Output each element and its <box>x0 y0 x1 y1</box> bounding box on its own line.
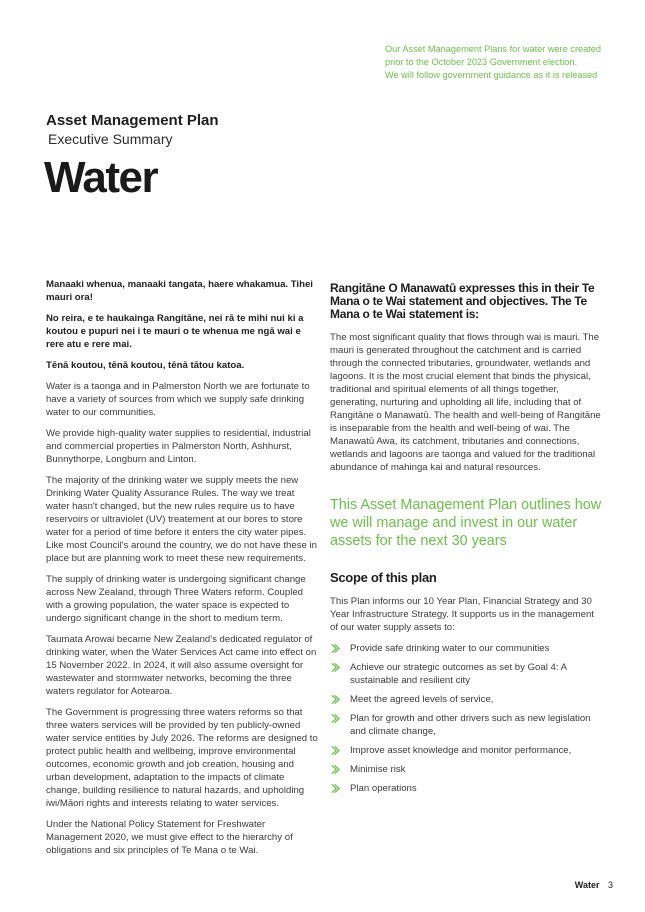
chevron-right-icon <box>330 643 341 654</box>
scope-bullet-text: Plan for growth and other drivers such as new legislation and climate change, <box>350 713 591 737</box>
scope-bullet-text: Achieve our strategic outcomes as set by Goal 4: A sustainable and resilient city <box>350 662 567 686</box>
chevron-right-icon <box>330 783 341 794</box>
scope-bullet-item <box>330 693 602 706</box>
chevron-right-icon <box>330 713 341 724</box>
body-paragraph: Water is a taonga and in Palmerston North we are fortunate to have a variety of sources from which we supply safe drinking water to our communities. <box>46 381 310 418</box>
document-title: Asset Management Plan <box>46 112 219 129</box>
statement-heading: Rangitāne O Manawatū expresses this in their Te Mana o te Wai statement and objectives. The Te Mana o te Wai statement is: <box>330 281 595 321</box>
greeting-paragraph: Manaaki whenua, manaaki tangata, haere whakamua. Tihei mauri ora! <box>46 279 313 303</box>
document-subtitle: Executive Summary <box>48 131 173 147</box>
election-notice <box>385 43 625 82</box>
scope-bullet-text: Plan operations <box>350 783 417 794</box>
scope-bullet-item <box>330 712 602 738</box>
scope-bullet-item <box>330 763 602 776</box>
scope-bullet-text: Meet the agreed levels of service, <box>350 694 494 705</box>
scope-bullet-item <box>330 782 602 795</box>
statement-paragraph: The most significant quality that flows through wai is mauri. The mauri is generated throughout the catchment and is carried through the connected tributaries, groundwater, wetlands and lagoons. It is the most crucial element that binds the physical, traditional and spiritual elements of all things together, generating, nurturing and upholding all life, including that of Rangitāne o Manawatū. The health and well-being of Rangitāne is inseparable from the health and well-being of wai. The Manawatū Awa, its catchment, tributaries and connections, wetlands and lagoons are taonga and valued for the traditional abundance of mahinga kai and natural resources. <box>330 332 601 473</box>
body-paragraph: Under the National Policy Statement for Freshwater Management 2020, we must give effect to the hierarchy of obligations and six principles of Te Mana o te Wai. <box>46 819 293 856</box>
chevron-right-icon <box>330 764 341 775</box>
page-title: Water <box>44 153 158 202</box>
scope-bullet-item <box>330 661 602 687</box>
body-paragraph: The Government is progressing three waters reforms so that three waters services will be provided by ten publicly-owned water service entities by July 2026. The reforms are designed to protect public health and wellbeing, improve environmental outcomes, economic growth and job creation, housing and urban development, adaptation to the impacts of climate change, building resilience to natural hazards, and upholding iwi/Māori rights and interests relating to water services. <box>46 707 318 809</box>
greeting-paragraph: Tēnā koutou, tēnā koutou, tēnā tātou katoa. <box>46 360 245 371</box>
page-header <box>46 112 219 148</box>
scope-bullet-text: Minimise risk <box>350 764 406 775</box>
scope-intro: This Plan informs our 10 Year Plan, Financial Strategy and 30 Year Infrastructure Strategy. It supports us in the management of our water supply assets to: <box>330 596 594 633</box>
scope-bullet-item <box>330 744 602 757</box>
body-paragraph: Taumata Arowai became New Zealand's dedicated regulator of drinking water, when the Water Services Act came into effect on 15 November 2022. In 2024, it will also assume oversight for wastewater and stormwater networks, becoming the three waters regulator for Aotearoa. <box>46 634 317 697</box>
scope-bullet-text: Improve asset knowledge and monitor performance, <box>350 745 572 756</box>
chevron-right-icon <box>330 694 341 705</box>
chevron-right-icon <box>330 745 341 756</box>
scope-bullet-text: Provide safe drinking water to our communities <box>350 643 550 654</box>
greeting-paragraph: No reira, e te haukainga Rangitāne, nei rā te mihi nui ki a koutou e pupuri nei i te mauri o te whenua me ngā wai e rere atu e rere mai. <box>46 313 304 350</box>
body-paragraph: The majority of the drinking water we supply meets the new Drinking Water Quality Assurance Rules. The way we treat water hasn't changed, but the new rules require us to have reservoirs or ultraviolet (UV) treatement at our bores to store water for a period of time before it enters the city water pipes. Like most Council's around the country, we do not have these in place but are planning work to meet these new requirements. <box>46 475 317 564</box>
body-paragraph: The supply of drinking water is undergoing significant change across New Zealand, through Three Waters reform. Coupled with a growing population, the water space is expected to undergo significant change in the short to medium term. <box>46 574 306 624</box>
footer-section-name: Water <box>574 880 600 890</box>
page-number: 3 <box>607 880 613 890</box>
highlight-callout: This Asset Management Plan outlines how we will manage and invest in our water assets for the next 30 years <box>330 497 602 549</box>
chevron-right-icon <box>330 662 341 673</box>
left-column <box>46 278 318 865</box>
scope-bullet-item <box>330 642 602 655</box>
scope-bullet-list <box>330 642 602 795</box>
page-footer <box>575 880 613 890</box>
notice-line: We will follow government guidance as it is released <box>385 70 598 80</box>
body-paragraph: We provide high-quality water supplies to residential, industrial and commercial properties in Palmerston North, Ashhurst, Bunnythorpe, Longburn and Linton. <box>46 428 311 465</box>
notice-line: Our Asset Management Plans for water were created <box>385 44 602 54</box>
notice-line: prior to the October 2023 Government election. <box>385 57 578 67</box>
right-column <box>330 278 602 801</box>
scope-heading: Scope of this plan <box>330 570 437 585</box>
